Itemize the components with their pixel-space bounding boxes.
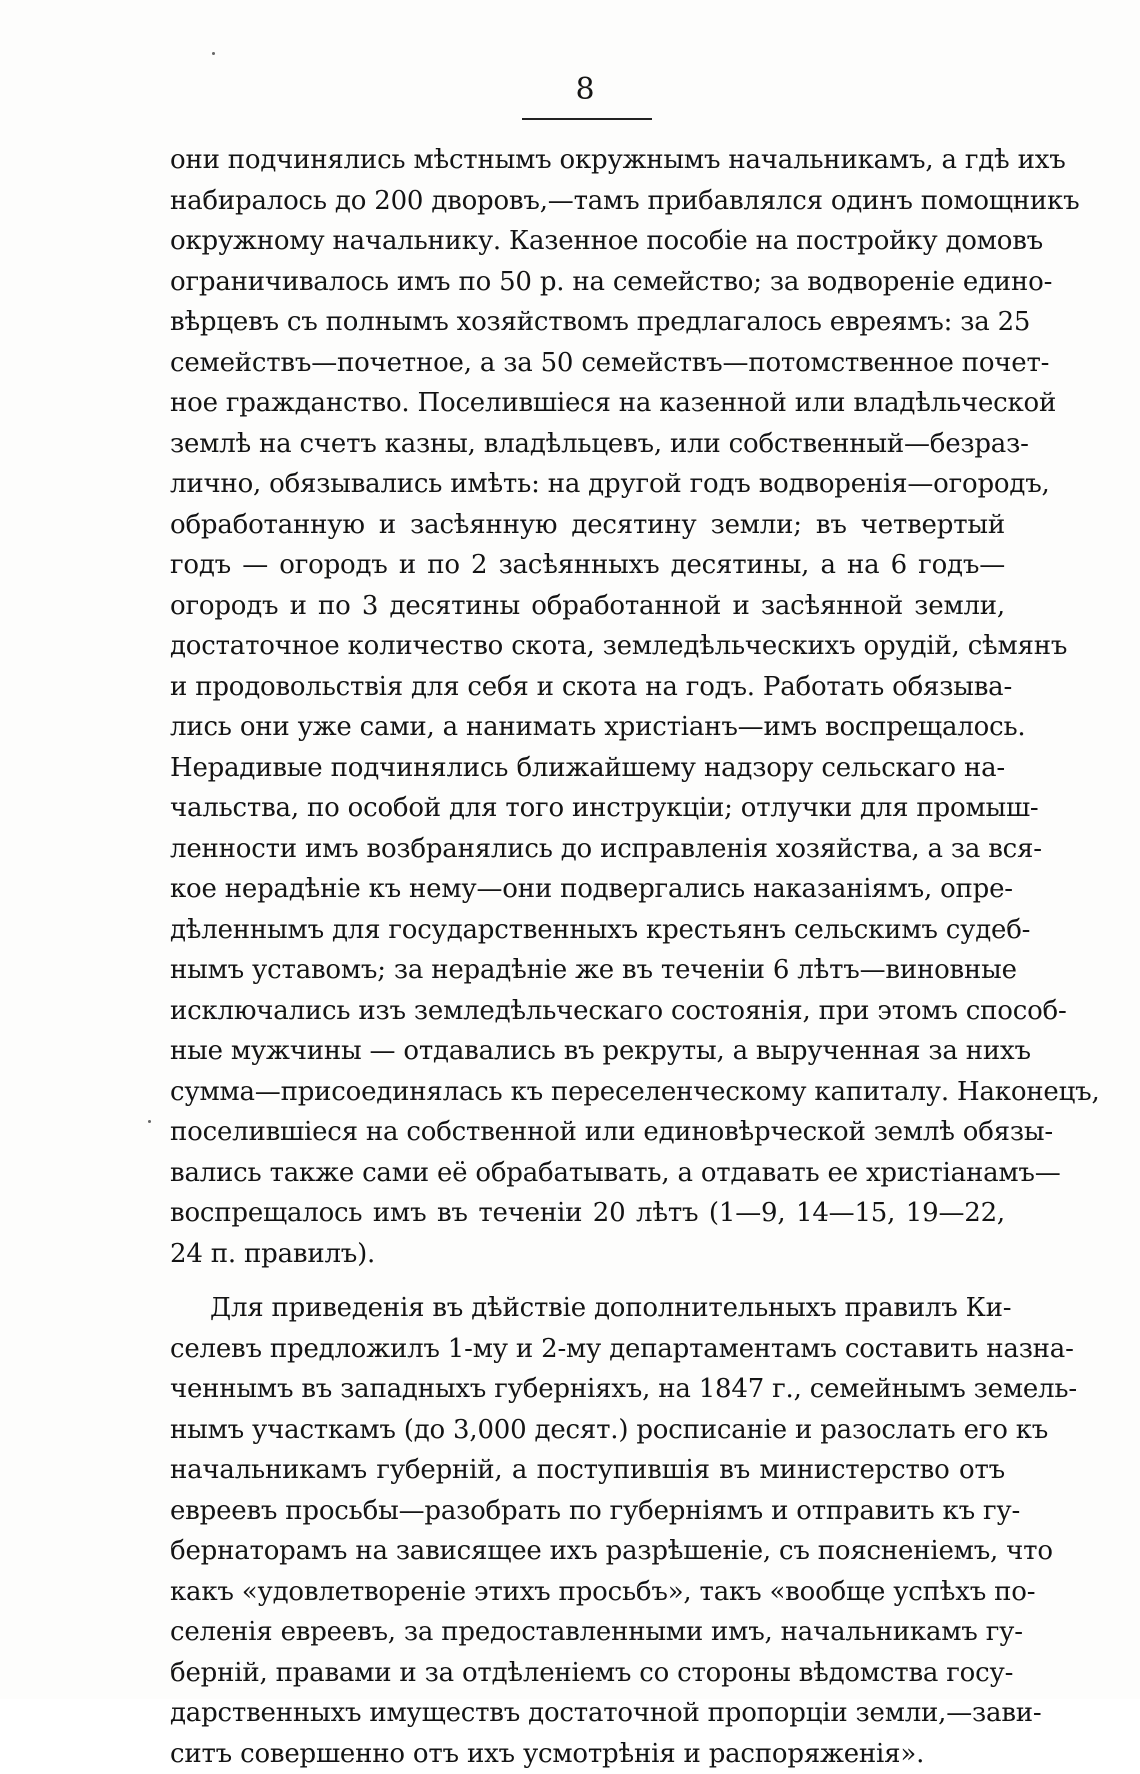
text-line: вались также сами её обрабатывать, а отдавать ее христіанамъ— <box>170 1153 1005 1194</box>
text-line: они подчинялись мѣстнымъ окружнымъ начальникамъ, а гдѣ ихъ <box>170 140 1005 181</box>
text-line: поселившіеся на собственной или единовѣрческой землѣ обязы- <box>170 1112 1005 1153</box>
text-line: лись они уже сами, а нанимать христіанъ—имъ воспрещалось. <box>170 707 1005 748</box>
text-line: Для приведенія въ дѣйствіе дополнительныхъ правилъ Ки- <box>170 1288 1005 1329</box>
text-line: бернаторамъ на зависящее ихъ разрѣшеніе, съ поясненіемъ, что <box>170 1531 1005 1572</box>
text-line: 24 п. правилъ). <box>170 1234 1005 1275</box>
text-line: исключались изъ земледѣльческаго состоянія, при этомъ способ- <box>170 991 1005 1032</box>
paragraph-2 <box>170 1288 1005 1774</box>
text-line: евреевъ просьбы—разобрать по губерніямъ и отправить къ гу- <box>170 1491 1005 1532</box>
text-line: дѣленнымъ для государственныхъ крестьянъ сельскимъ судеб- <box>170 910 1005 951</box>
text-line: годъ — огородъ и по 2 засѣянныхъ десятины, а на 6 годъ— <box>170 545 1005 586</box>
text-line: ное гражданство. Поселившіеся на казенной или владѣльческой <box>170 383 1005 424</box>
text-line: кое нерадѣніе къ нему—они подвергались наказаніямъ, опре- <box>170 869 1005 910</box>
text-line: ные мужчины — отдавались въ рекруты, а вырученная за нихъ <box>170 1031 1005 1072</box>
text-line: и продовольствія для себя и скота на годъ. Работать обязыва- <box>170 667 1005 708</box>
text-line: какъ «удовлетвореніе этихъ просьбъ», такъ «вообще успѣхъ по- <box>170 1572 1005 1613</box>
text-line: ченнымъ въ западныхъ губерніяхъ, на 1847 г., семейнымъ земель- <box>170 1369 1005 1410</box>
body-text <box>170 140 1005 1774</box>
text-line: огородъ и по 3 десятины обработанной и засѣянной земли, <box>170 586 1005 627</box>
text-line: дарственныхъ имуществъ достаточной пропорціи земли,—зави- <box>170 1693 1005 1734</box>
text-line: семействъ—почетное, а за 50 семействъ—потомственное почет- <box>170 343 1005 384</box>
text-line: воспрещалось имъ въ теченіи 20 лѣтъ (1—9, 14—15, 19—22, <box>170 1193 1005 1234</box>
text-line: начальникамъ губерній, а поступившія въ министерство отъ <box>170 1450 1005 1491</box>
text-line: ленности имъ возбранялись до исправленія хозяйства, а за вся- <box>170 829 1005 870</box>
text-line: чальства, по особой для того инструкціи; отлучки для промыш- <box>170 788 1005 829</box>
text-line: обработанную и засѣянную десятину земли; въ четвертый <box>170 505 1005 546</box>
scan-speck <box>148 1120 151 1123</box>
page-number-rule <box>522 118 652 120</box>
paragraph-1 <box>170 140 1005 1274</box>
text-line: сумма—присоединялась къ переселенческому капиталу. Наконецъ, <box>170 1072 1005 1113</box>
text-line: селевъ предложилъ 1-му и 2-му департаментамъ составить назна- <box>170 1329 1005 1370</box>
text-line: ограничивалось имъ по 50 р. на семейство; за водвореніе едино- <box>170 262 1005 303</box>
text-line: достаточное количество скота, земледѣльческихъ орудій, сѣмянъ <box>170 626 1005 667</box>
text-line: вѣрцевъ съ полнымъ хозяйствомъ предлагалось евреямъ: за 25 <box>170 302 1005 343</box>
text-line: ситъ совершенно отъ ихъ усмотрѣнія и распоряженія». <box>170 1734 1005 1774</box>
text-line: берній, правами и за отдѣленіемъ со стороны вѣдомства госу- <box>170 1653 1005 1694</box>
text-line: селенія евреевъ, за предоставленными имъ, начальникамъ гу- <box>170 1612 1005 1653</box>
paragraph-gap <box>170 1274 1005 1288</box>
page-number: 8 <box>510 72 660 107</box>
text-line: Нерадивые подчинялись ближайшему надзору сельскаго на- <box>170 748 1005 789</box>
text-line: лично, обязывались имѣть: на другой годъ водворенія—огородъ, <box>170 464 1005 505</box>
text-line: нымъ уставомъ; за нерадѣніе же въ теченіи 6 лѣтъ—виновные <box>170 950 1005 991</box>
text-line: землѣ на счетъ казны, владѣльцевъ, или собственный—безраз- <box>170 424 1005 465</box>
text-line: окружному начальнику. Казенное пособіе на постройку домовъ <box>170 221 1005 262</box>
text-line: набиралось до 200 дворовъ,—тамъ прибавлялся одинъ помощникъ <box>170 181 1005 222</box>
scan-speck <box>212 52 215 55</box>
text-line: нымъ участкамъ (до 3,000 десят.) росписаніе и разослать его къ <box>170 1410 1005 1451</box>
